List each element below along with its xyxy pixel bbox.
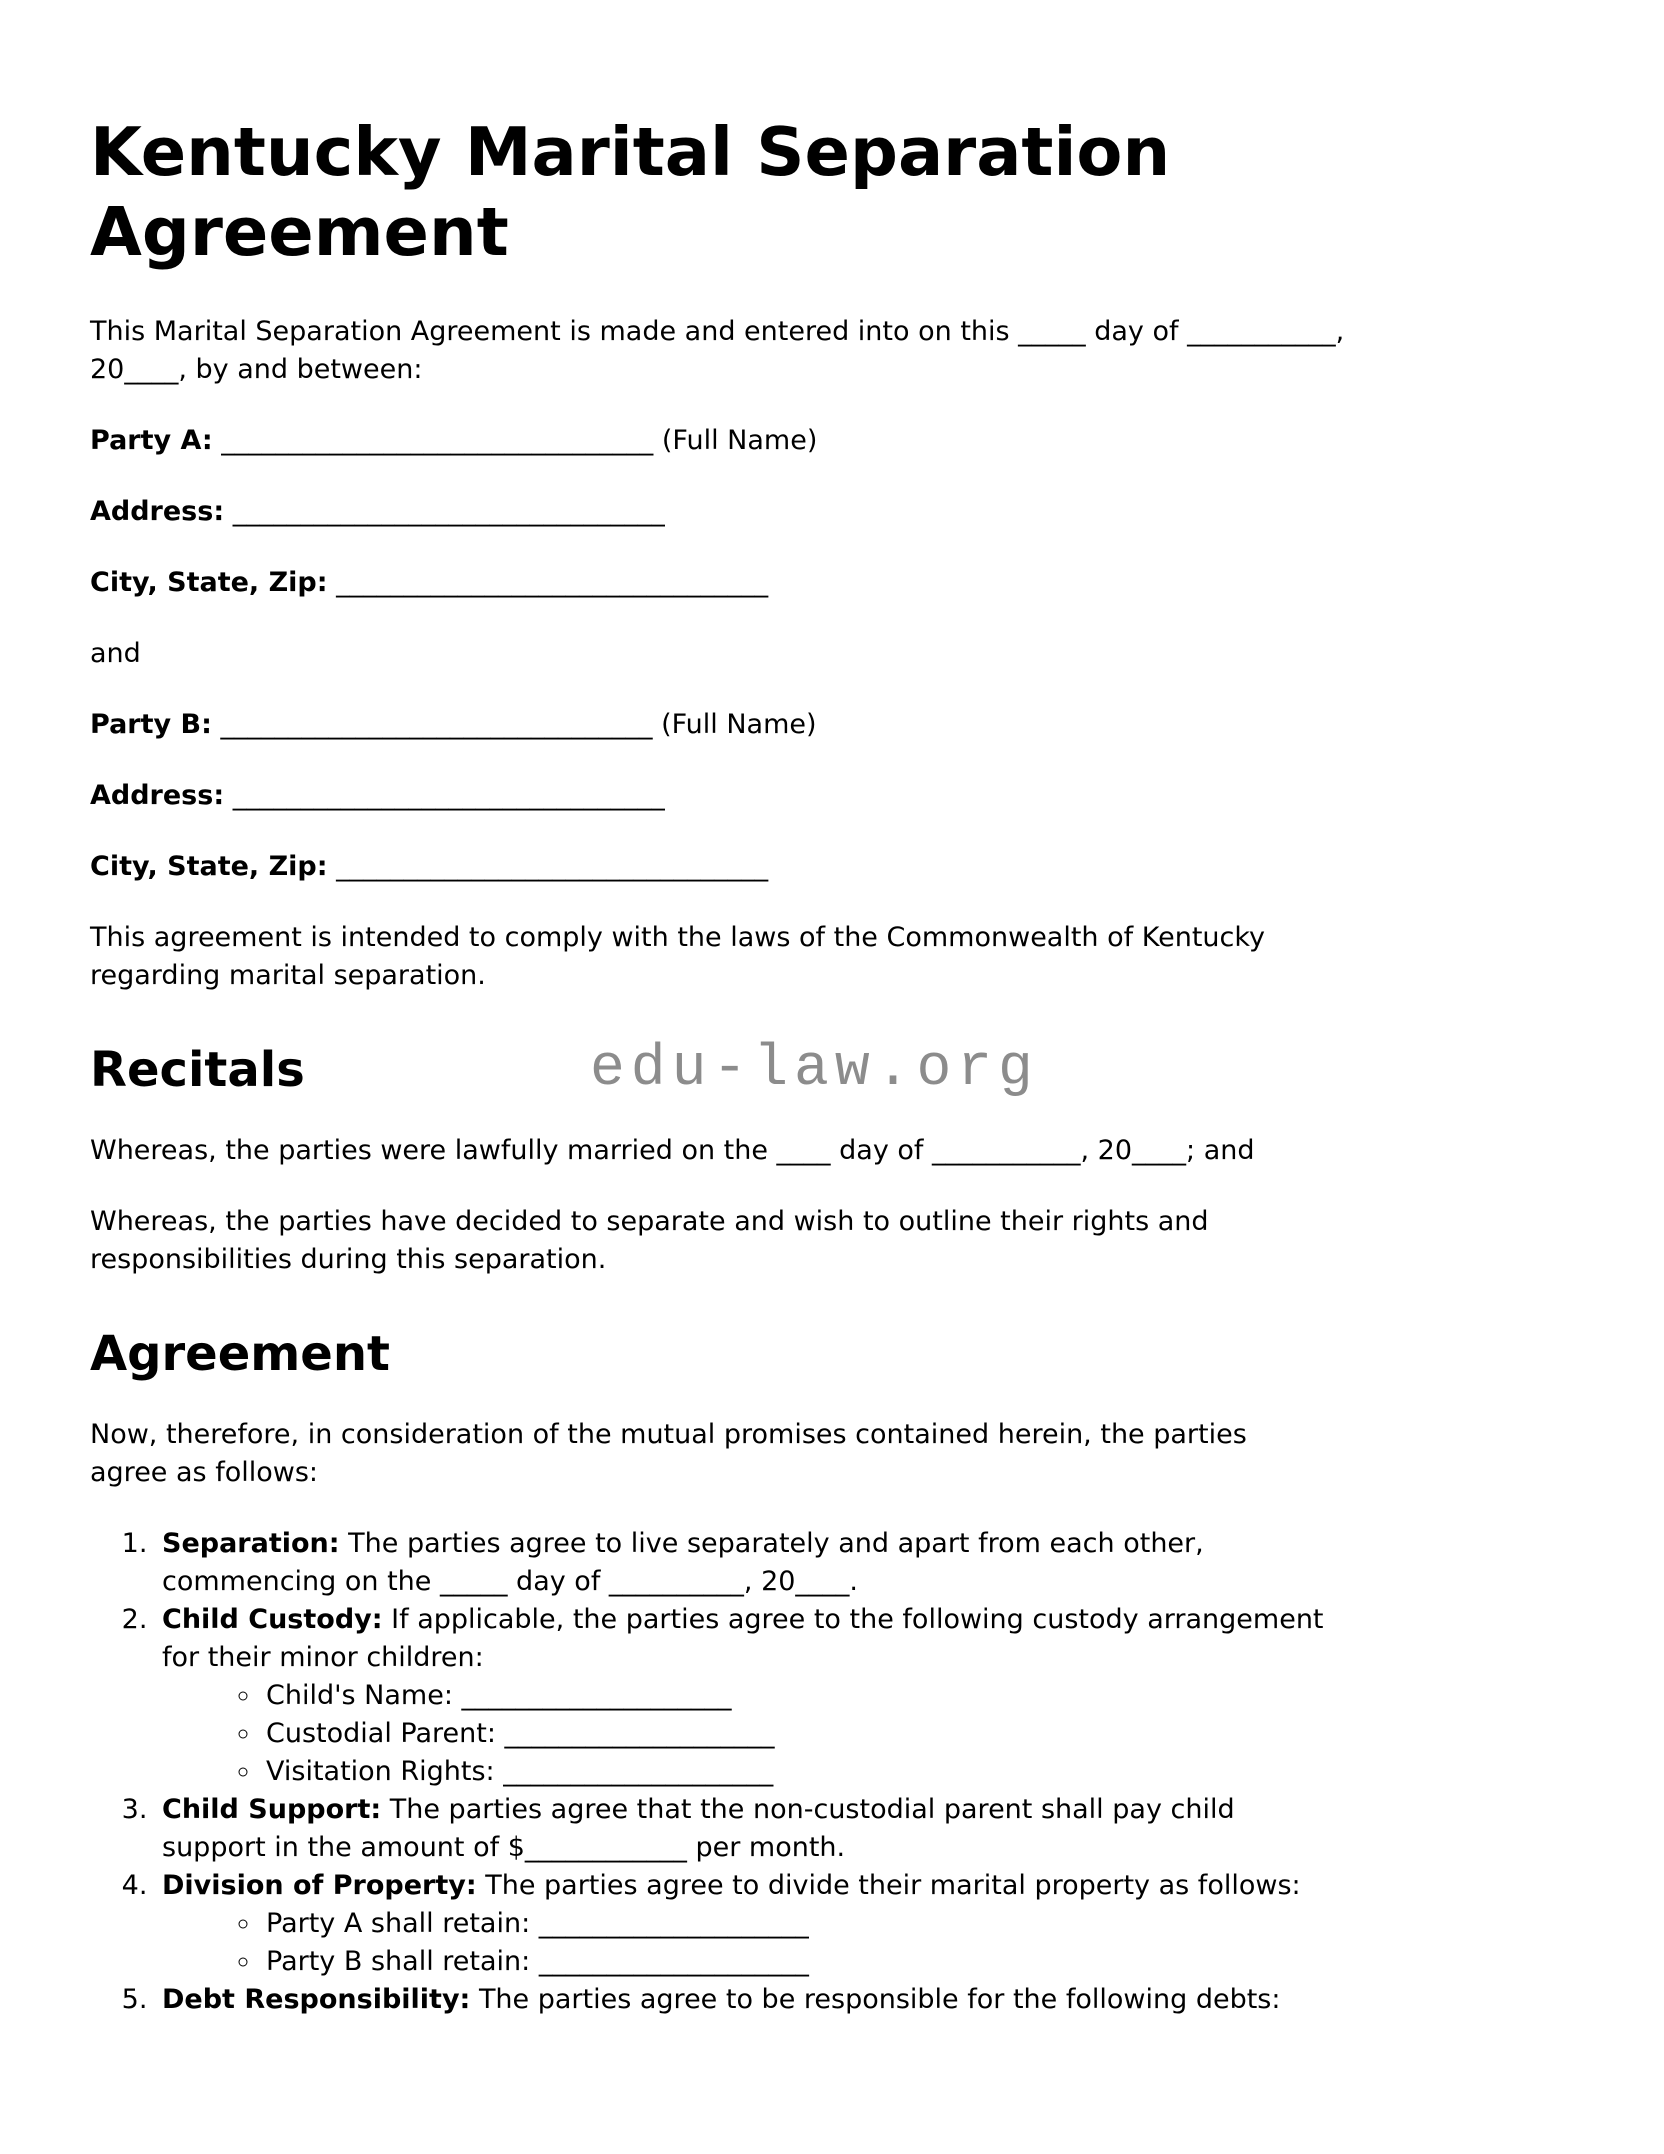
term-debt-responsibility: 5. Debt Responsibility: The parties agree to be responsible for the following debts:: [156, 1981, 1624, 2019]
agreement-terms-list: [90, 1525, 1624, 2019]
party-b-label: Party B:: [90, 709, 212, 740]
compliance-paragraph: [90, 919, 1600, 995]
visitation-rights-field: [262, 1753, 1624, 1791]
city-state-zip-b-field: [90, 848, 1600, 886]
childs-name-blank: ____________________: [461, 1680, 732, 1711]
party-a-retain-blank: ____________________: [538, 1908, 809, 1939]
term-child-support-label: Child Support:: [162, 1794, 382, 1825]
party-a-blank: ________________________________: [221, 425, 654, 456]
address-b-label: Address:: [90, 780, 225, 811]
property-details-list: [162, 1905, 1624, 1981]
term-child-custody-label: Child Custody:: [162, 1604, 383, 1635]
agreement-intro-line-1: Now, therefore, in consideration of the mutual promises contained herein, the parties: [90, 1419, 1247, 1450]
party-b-retain-blank: ____________________: [538, 1946, 809, 1977]
intro-paragraph: [90, 313, 1600, 389]
agreement-intro-paragraph: [90, 1416, 1600, 1492]
party-a-field: [90, 422, 1600, 460]
party-b-retain-field: [262, 1943, 1624, 1981]
custodial-parent-blank: ____________________: [504, 1718, 775, 1749]
agreement-intro-line-2: agree as follows:: [90, 1457, 318, 1488]
intro-line-1: This Marital Separation Agreement is made and entered into on this _____ day of ___________,: [90, 316, 1345, 347]
term-property-division-label: Division of Property:: [162, 1870, 477, 1901]
address-b-blank: ________________________________: [232, 780, 665, 811]
city-state-zip-a-field: [90, 564, 1600, 602]
custody-details-list: [162, 1677, 1624, 1791]
party-b-retain-label: Party B shall retain:: [266, 1946, 531, 1977]
whereas-separation-line-1: Whereas, the parties have decided to separate and wish to outline their rights and: [90, 1206, 1209, 1237]
intro-line-2: 20____, by and between:: [90, 354, 423, 385]
party-b-blank: ________________________________: [220, 709, 653, 740]
address-b-field: [90, 777, 1600, 815]
visitation-rights-label: Visitation Rights:: [266, 1756, 495, 1787]
edu-law-watermark: edu-law.org: [590, 1037, 1039, 1102]
recitals-heading: Recitals edu-law.org: [90, 1037, 1039, 1102]
party-a-retain-field: [262, 1905, 1624, 1943]
party-b-full-name-hint: (Full Name): [661, 709, 817, 740]
city-state-zip-b-label: City, State, Zip:: [90, 851, 328, 882]
whereas-marriage-paragraph: Whereas, the parties were lawfully married on the ____ day of ___________, 20____; and: [90, 1135, 1255, 1166]
party-a-full-name-hint: (Full Name): [661, 425, 818, 456]
party-b-field: [90, 706, 1600, 744]
childs-name-label: Child's Name:: [266, 1680, 453, 1711]
whereas-separation-line-2: responsibilities during this separation.: [90, 1244, 607, 1275]
custodial-parent-label: Custodial Parent:: [266, 1718, 496, 1749]
address-a-field: [90, 493, 1600, 531]
term-separation-label: Separation:: [162, 1528, 340, 1559]
party-a-label: Party A:: [90, 425, 213, 456]
city-state-zip-a-label: City, State, Zip:: [90, 567, 328, 598]
term-child-support: 3. Child Support: The parties agree that the non-custodial parent shall pay child support in the amount of $____________ per month.: [156, 1791, 1624, 1867]
term-property-division: 4. Division of Property: The parties agree to divide their marital property as follows: ◦ Party A shall retain: ____________________ ◦ Party B shall retain: ____________________: [156, 1867, 1624, 1981]
city-state-zip-b-blank: ________________________________: [336, 851, 769, 882]
document-title: Kentucky Marital Separation Agreement: [90, 113, 1171, 271]
address-a-label: Address:: [90, 496, 225, 527]
custodial-parent-field: [262, 1715, 1624, 1753]
compliance-line-1: This agreement is intended to comply with the laws of the Commonwealth of Kentucky: [90, 922, 1266, 953]
agreement-heading: Agreement: [90, 1326, 390, 1382]
whereas-separation-paragraph: [90, 1203, 1600, 1279]
compliance-line-2: regarding marital separation.: [90, 960, 486, 991]
visitation-rights-blank: ____________________: [503, 1756, 774, 1787]
childs-name-field: [262, 1677, 1624, 1715]
term-debt-responsibility-label: Debt Responsibility:: [162, 1984, 471, 2015]
party-a-retain-label: Party A shall retain:: [266, 1908, 531, 1939]
term-child-custody: 2. Child Custody: If applicable, the parties agree to the following custody arrangement for their minor children: ◦ Child's Name: ____________________ ◦ Custodial Parent: ____________________ ◦ Visitation Rights: ____________________: [156, 1601, 1624, 1791]
term-separation: 1. Separation: The parties agree to live separately and apart from each other, commencing on the _____ day of __________, 20____.: [156, 1525, 1624, 1601]
address-a-blank: ________________________________: [232, 496, 665, 527]
and-connector: and: [90, 638, 141, 669]
city-state-zip-a-blank: ________________________________: [336, 567, 769, 598]
